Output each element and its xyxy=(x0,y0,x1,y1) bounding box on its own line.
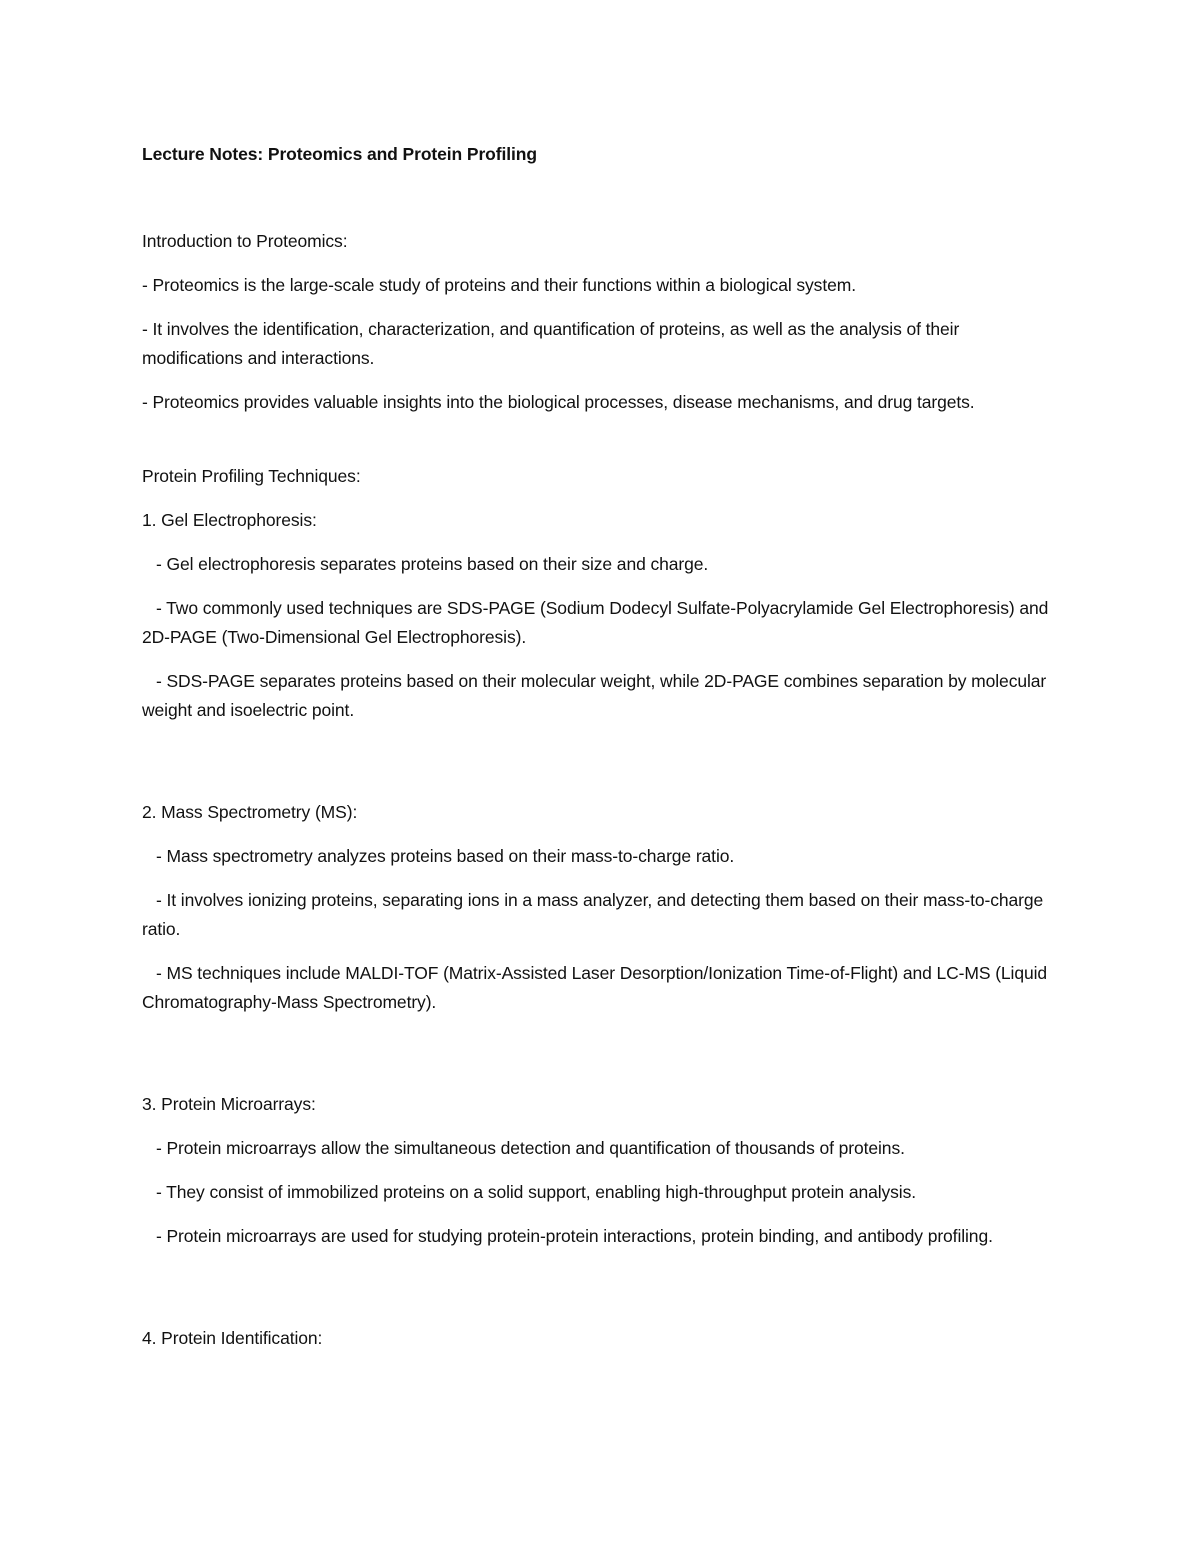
technique-bullet: - MS techniques include MALDI-TOF (Matrix-Assisted Laser Desorption/Ionization Time-of-Flight) and LC-MS (Liquid Chromatography-Mass Spectrometry). xyxy=(142,963,1048,1012)
document-body xyxy=(142,140,1062,1368)
intro-heading: Introduction to Proteomics: xyxy=(142,231,348,251)
technique-bullet: - Protein microarrays allow the simultaneous detection and quantification of thousands of proteins. xyxy=(156,1138,905,1158)
technique-heading-ms: 2. Mass Spectrometry (MS): xyxy=(142,802,358,822)
intro-bullet: - Proteomics provides valuable insights into the biological processes, disease mechanisms, and drug targets. xyxy=(142,392,975,412)
technique-bullet: - Protein microarrays are used for studying protein-protein interactions, protein binding, and antibody profiling. xyxy=(156,1226,993,1246)
technique-bullet: - SDS-PAGE separates proteins based on their molecular weight, while 2D-PAGE combines separation by molecular weight and isoelectric point. xyxy=(142,671,1047,720)
technique-bullet: - Two commonly used techniques are SDS-PAGE (Sodium Dodecyl Sulfate-Polyacrylamide Gel Electrophoresis) and 2D-PAGE (Two-Dimensional Gel Electrophoresis). xyxy=(142,598,1049,647)
technique-heading-gel: 1. Gel Electrophoresis: xyxy=(142,510,317,530)
technique-bullet: - Mass spectrometry analyzes proteins based on their mass-to-charge ratio. xyxy=(156,846,735,866)
techniques-heading: Protein Profiling Techniques: xyxy=(142,466,361,486)
technique-heading-microarrays: 3. Protein Microarrays: xyxy=(142,1094,316,1114)
document-title: Lecture Notes: Proteomics and Protein Profiling xyxy=(142,144,537,164)
technique-bullet: - It involves ionizing proteins, separating ions in a mass analyzer, and detecting them based on their mass-to-charge ratio. xyxy=(142,890,1044,939)
intro-bullet: - It involves the identification, characterization, and quantification of proteins, as well as the analysis of their modifications and interactions. xyxy=(142,319,960,368)
technique-bullet: - Gel electrophoresis separates proteins based on their size and charge. xyxy=(156,554,709,574)
technique-bullet: - They consist of immobilized proteins on a solid support, enabling high-throughput protein analysis. xyxy=(156,1182,917,1202)
technique-heading-identification: 4. Protein Identification: xyxy=(142,1328,323,1348)
intro-bullet: - Proteomics is the large-scale study of proteins and their functions within a biological system. xyxy=(142,275,856,295)
